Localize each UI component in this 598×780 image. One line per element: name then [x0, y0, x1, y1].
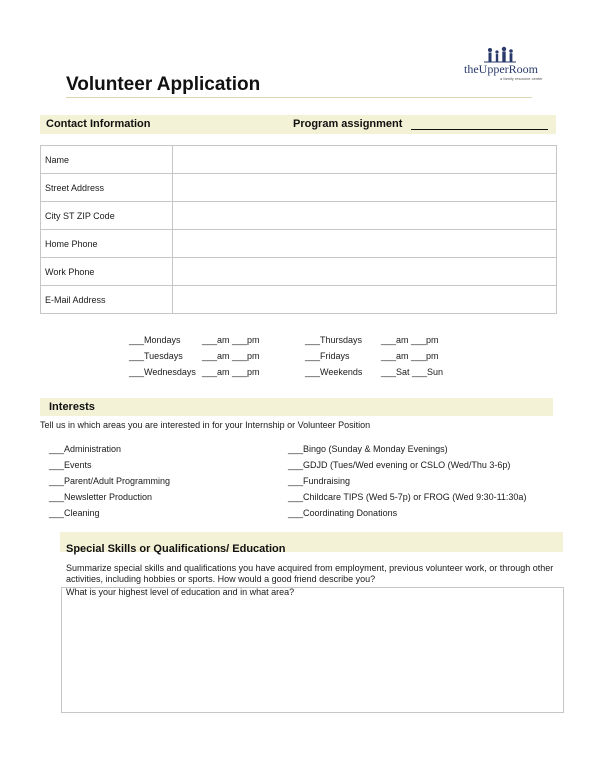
interest-donations[interactable]: ___Coordinating Donations	[288, 508, 398, 518]
email-field[interactable]	[173, 286, 557, 314]
availability-monday[interactable]: ___Mondays	[129, 335, 181, 345]
interest-childcare[interactable]: ___Childcare TIPS (Wed 5-7p) or FROG (Wed 9:30-11:30a)	[288, 492, 527, 502]
interest-parent-programming[interactable]: ___Parent/Adult Programming	[49, 476, 171, 486]
availability-tuesday-time[interactable]: ___am ___pm	[202, 351, 260, 361]
availability-friday[interactable]: ___Fridays	[305, 351, 350, 361]
table-row	[41, 230, 557, 258]
name-field[interactable]	[173, 146, 557, 174]
skills-summary-prompt: Summarize special skills and qualifications you have acquired from employment, previous volunteer work, or through other activities, including hobbies or sports. How would a good friend describe you?	[66, 563, 554, 584]
interests-section-header	[40, 398, 553, 416]
availability-weekends[interactable]: ___Weekends	[305, 367, 363, 377]
program-assignment-label: Program assignment	[293, 118, 403, 130]
interests-intro: Tell us in which areas you are interested in for your Internship or Volunteer Position	[40, 420, 371, 430]
interest-fundraising[interactable]: ___Fundraising	[288, 476, 351, 486]
page-title: Volunteer Application	[66, 74, 261, 95]
program-assignment-field[interactable]	[411, 129, 548, 130]
interest-administration[interactable]: ___Administration	[49, 444, 122, 454]
contact-section-header	[40, 115, 556, 134]
interest-bingo[interactable]: ___Bingo (Sunday & Monday Evenings)	[288, 444, 448, 454]
interest-events[interactable]: ___Events	[49, 460, 92, 470]
availability-thursday[interactable]: ___Thursdays	[305, 335, 363, 345]
home-phone-field[interactable]	[173, 230, 557, 258]
table-row	[41, 202, 557, 230]
availability-monday-time[interactable]: ___am ___pm	[202, 335, 260, 345]
work-phone-field[interactable]	[173, 258, 557, 286]
field-label-name: Name	[41, 146, 173, 174]
interest-cleaning[interactable]: ___Cleaning	[49, 508, 100, 518]
contact-section-label: Contact Information	[46, 118, 151, 130]
field-label-city: City ST ZIP Code	[41, 202, 173, 230]
table-row	[41, 286, 557, 314]
contact-table	[40, 145, 557, 314]
field-label-home-phone: Home Phone	[41, 230, 173, 258]
availability-thursday-time[interactable]: ___am ___pm	[381, 335, 439, 345]
skills-section-header	[60, 532, 563, 555]
field-label-street: Street Address	[41, 174, 173, 202]
interest-newsletter[interactable]: ___Newsletter Production	[49, 492, 153, 502]
interests-section-label: Interests	[49, 401, 95, 413]
availability-wednesday-time[interactable]: ___am ___pm	[202, 367, 260, 377]
field-label-email: E-Mail Address	[41, 286, 173, 314]
title-divider	[66, 97, 532, 98]
table-row	[41, 258, 557, 286]
logo-tagline: a family resource center	[500, 76, 543, 81]
street-address-field[interactable]	[173, 174, 557, 202]
logo-text: theUpperRoom	[464, 62, 538, 76]
availability-weekend-days[interactable]: ___Sat ___Sun	[381, 367, 444, 377]
availability-friday-time[interactable]: ___am ___pm	[381, 351, 439, 361]
table-row	[41, 174, 557, 202]
field-label-work-phone: Work Phone	[41, 258, 173, 286]
education-question: What is your highest level of education and in what area?	[66, 587, 295, 597]
skills-section-label: Special Skills or Qualifications/ Education	[66, 543, 286, 555]
table-row	[41, 146, 557, 174]
availability-tuesday[interactable]: ___Tuesdays	[129, 351, 183, 361]
family-figures-icon	[462, 44, 554, 64]
interest-gdjd[interactable]: ___GDJD (Tues/Wed evening or CSLO (Wed/Thu 3-6p)	[288, 460, 511, 470]
availability-wednesday[interactable]: ___Wednesdays	[129, 367, 196, 377]
city-st-zip-field[interactable]	[173, 202, 557, 230]
education-textarea[interactable]	[61, 587, 564, 713]
